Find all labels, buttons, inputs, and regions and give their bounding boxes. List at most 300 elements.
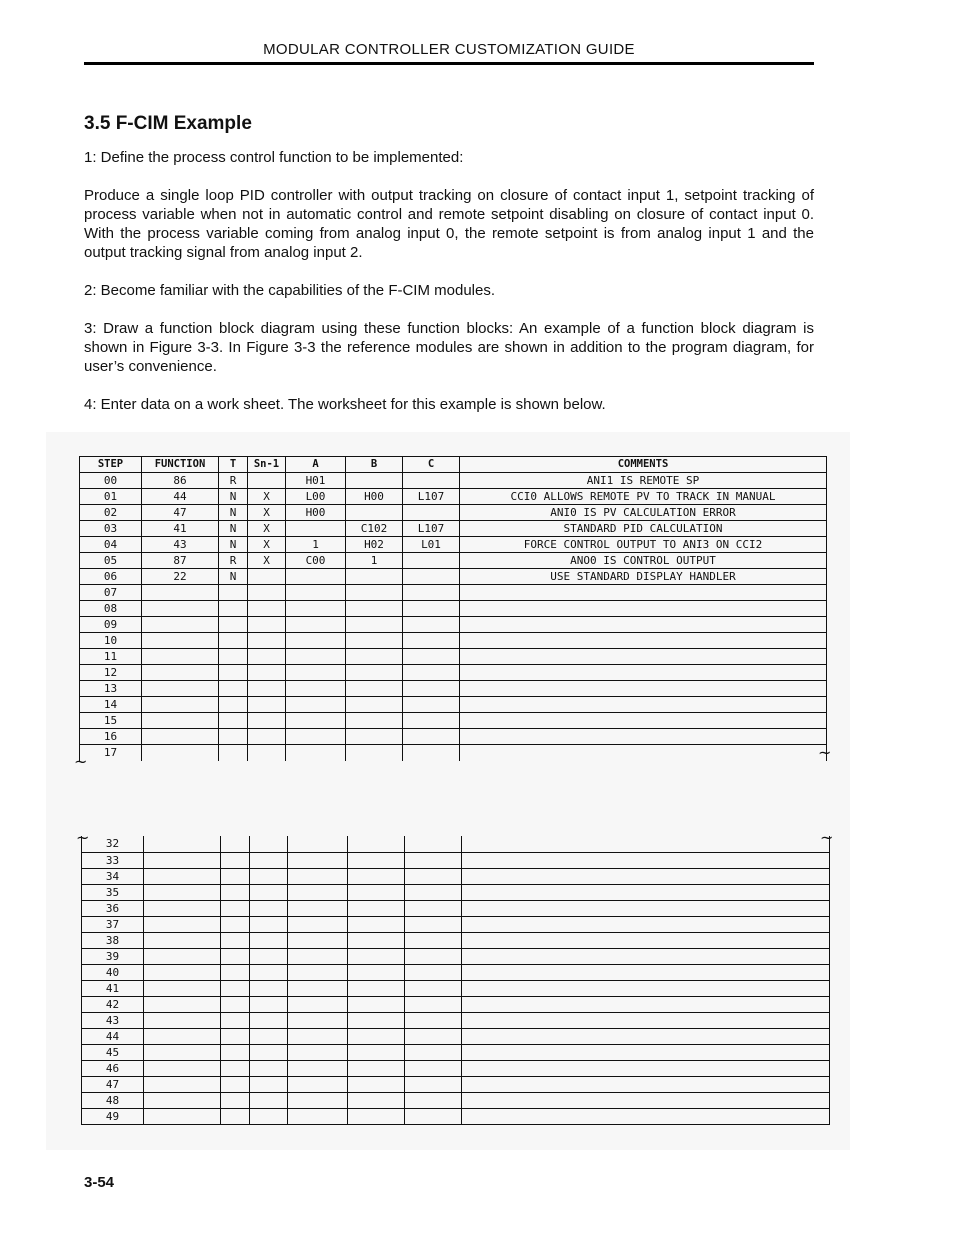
cell-sn-1 — [248, 713, 286, 729]
cell-function — [142, 649, 219, 665]
cell-comments — [462, 836, 830, 852]
header-rule — [84, 62, 814, 65]
cell-t — [219, 745, 248, 761]
cell-step: 16 — [80, 729, 142, 745]
cell-comments — [460, 665, 827, 681]
cell-a: 1 — [286, 537, 346, 553]
cell-comments: CCI0 ALLOWS REMOTE PV TO TRACK IN MANUAL — [460, 489, 827, 505]
cell-a — [288, 980, 348, 996]
cell-sn-1 — [248, 745, 286, 761]
cell-step: 34 — [82, 868, 144, 884]
cell-function — [144, 916, 221, 932]
cell-a — [288, 916, 348, 932]
cell-b: 1 — [346, 553, 403, 569]
cell-a — [286, 729, 346, 745]
step-1-paragraph: 1: Define the process control function to be implemented: — [84, 149, 464, 166]
cell-sn-1 — [250, 1060, 288, 1076]
cell-t — [219, 617, 248, 633]
cell-comments: ANI1 IS REMOTE SP — [460, 473, 827, 489]
cell-step: 37 — [82, 916, 144, 932]
cell-t — [221, 852, 250, 868]
cell-a — [288, 1108, 348, 1124]
cell-function: 41 — [142, 521, 219, 537]
cell-c — [403, 553, 460, 569]
cell-b — [346, 649, 403, 665]
cell-a — [288, 1092, 348, 1108]
table-row — [82, 852, 830, 868]
cell-t — [219, 697, 248, 713]
cell-t — [219, 585, 248, 601]
cell-step: 36 — [82, 900, 144, 916]
cell-function: 43 — [142, 537, 219, 553]
cell-a — [288, 900, 348, 916]
table-row — [82, 1044, 830, 1060]
cell-step: 47 — [82, 1076, 144, 1092]
cell-sn-1 — [250, 884, 288, 900]
cell-c — [405, 980, 462, 996]
cell-b — [346, 713, 403, 729]
cell-a — [286, 697, 346, 713]
cell-b — [348, 916, 405, 932]
cell-sn-1 — [248, 649, 286, 665]
cell-step: 04 — [80, 537, 142, 553]
cell-comments — [462, 964, 830, 980]
cell-step: 06 — [80, 569, 142, 585]
running-header: MODULAR CONTROLLER CUSTOMIZATION GUIDE — [263, 41, 635, 58]
cell-a — [286, 649, 346, 665]
cell-comments — [460, 649, 827, 665]
cell-b — [346, 569, 403, 585]
cell-step: 46 — [82, 1060, 144, 1076]
cell-sn-1 — [248, 681, 286, 697]
cell-sn-1 — [250, 868, 288, 884]
cell-comments — [460, 697, 827, 713]
cell-sn-1 — [250, 996, 288, 1012]
cell-comments — [462, 1012, 830, 1028]
cell-t — [221, 932, 250, 948]
table-row — [80, 489, 827, 505]
table-row — [82, 836, 830, 852]
cell-sn-1 — [250, 964, 288, 980]
cell-step: 49 — [82, 1108, 144, 1124]
step-3-paragraph: 3: Draw a function block diagram using these function blocks: An example of a function block diagram is shown in Figure 3-3. In Figure 3-3 the reference modules are shown in addition to the program diagram, for user’s convenience. — [84, 320, 814, 375]
break-mark-left-top: ~ — [74, 752, 88, 771]
cell-c — [405, 1012, 462, 1028]
table-row — [80, 569, 827, 585]
table-row — [80, 745, 827, 761]
cell-sn-1: X — [248, 505, 286, 521]
cell-b — [346, 473, 403, 489]
cell-t — [221, 964, 250, 980]
cell-function — [144, 900, 221, 916]
cell-t — [219, 633, 248, 649]
cell-b — [348, 932, 405, 948]
cell-t — [219, 649, 248, 665]
cell-a — [288, 1012, 348, 1028]
worksheet-table-bottom — [81, 836, 830, 1125]
cell-a — [288, 996, 348, 1012]
cell-b — [346, 505, 403, 521]
cell-step: 35 — [82, 884, 144, 900]
cell-b — [348, 1076, 405, 1092]
cell-b — [346, 681, 403, 697]
cell-function — [144, 852, 221, 868]
cell-comments — [462, 996, 830, 1012]
cell-comments — [462, 916, 830, 932]
cell-c — [403, 569, 460, 585]
cell-b — [346, 585, 403, 601]
cell-function — [144, 948, 221, 964]
cell-a — [288, 836, 348, 852]
cell-b — [348, 948, 405, 964]
cell-t: N — [219, 505, 248, 521]
cell-c — [403, 681, 460, 697]
cell-comments — [460, 713, 827, 729]
cell-sn-1 — [250, 932, 288, 948]
cell-function — [142, 585, 219, 601]
cell-b — [348, 900, 405, 916]
cell-a — [288, 868, 348, 884]
cell-t — [221, 836, 250, 852]
column-header-t: T — [219, 457, 248, 473]
cell-a — [288, 1028, 348, 1044]
cell-comments: FORCE CONTROL OUTPUT TO ANI3 ON CCI2 — [460, 537, 827, 553]
cell-b — [348, 1092, 405, 1108]
table-row — [82, 1108, 830, 1124]
cell-comments — [462, 948, 830, 964]
cell-a: H00 — [286, 505, 346, 521]
cell-t — [219, 729, 248, 745]
cell-comments: ANO0 IS CONTROL OUTPUT — [460, 553, 827, 569]
cell-t: N — [219, 569, 248, 585]
cell-a — [286, 713, 346, 729]
cell-sn-1 — [250, 980, 288, 996]
cell-sn-1 — [248, 665, 286, 681]
cell-c — [405, 964, 462, 980]
cell-c — [405, 1108, 462, 1124]
cell-c — [403, 745, 460, 761]
table-row — [80, 729, 827, 745]
cell-sn-1 — [250, 1092, 288, 1108]
cell-step: 00 — [80, 473, 142, 489]
break-mark-right-top: ~ — [818, 743, 832, 762]
cell-c — [403, 697, 460, 713]
cell-c — [405, 1060, 462, 1076]
cell-step: 08 — [80, 601, 142, 617]
break-mark-right-bottom: ~ — [820, 828, 834, 847]
cell-t — [221, 900, 250, 916]
cell-step: 45 — [82, 1044, 144, 1060]
cell-c: L107 — [403, 521, 460, 537]
cell-b — [346, 617, 403, 633]
table-row — [82, 964, 830, 980]
cell-c — [405, 868, 462, 884]
cell-t — [221, 868, 250, 884]
cell-sn-1 — [248, 729, 286, 745]
page-number: 3-54 — [84, 1174, 115, 1191]
cell-a — [286, 617, 346, 633]
cell-comments — [462, 1076, 830, 1092]
cell-comments — [462, 980, 830, 996]
cell-step: 13 — [80, 681, 142, 697]
step-4-paragraph: 4: Enter data on a work sheet. The worksheet for this example is shown below. — [84, 396, 606, 413]
cell-comments: USE STANDARD DISPLAY HANDLER — [460, 569, 827, 585]
cell-sn-1 — [250, 1044, 288, 1060]
process-description-paragraph: Produce a single loop PID controller with output tracking on closure of contact input 1, setpoint tracking of process variable when not in automatic control and remote setpoint disabling on closure of contact input 0. With the process variable coming from analog input 0, the remote setpoint is from analog input 1 and the output tracking signal from analog input 2. — [84, 187, 814, 261]
cell-function: 47 — [142, 505, 219, 521]
cell-a: H01 — [286, 473, 346, 489]
cell-step: 33 — [82, 852, 144, 868]
table-row — [80, 665, 827, 681]
cell-a — [288, 1044, 348, 1060]
cell-t: N — [219, 489, 248, 505]
cell-a — [288, 932, 348, 948]
cell-step: 43 — [82, 1012, 144, 1028]
cell-a — [288, 852, 348, 868]
cell-function — [144, 996, 221, 1012]
cell-a — [288, 884, 348, 900]
table-row — [82, 900, 830, 916]
cell-function — [144, 1092, 221, 1108]
cell-t — [221, 980, 250, 996]
cell-c — [405, 916, 462, 932]
cell-comments — [460, 617, 827, 633]
cell-c — [403, 633, 460, 649]
break-mark-left-bottom: ~ — [76, 828, 90, 847]
cell-sn-1: X — [248, 553, 286, 569]
column-header-step: STEP — [80, 457, 142, 473]
cell-t — [221, 1028, 250, 1044]
cell-function — [142, 713, 219, 729]
cell-c — [403, 649, 460, 665]
cell-function — [142, 729, 219, 745]
cell-function — [142, 633, 219, 649]
cell-step: 01 — [80, 489, 142, 505]
cell-comments — [462, 900, 830, 916]
cell-t — [221, 1076, 250, 1092]
table-row — [82, 996, 830, 1012]
cell-c — [405, 852, 462, 868]
cell-sn-1 — [248, 569, 286, 585]
cell-sn-1 — [248, 617, 286, 633]
cell-b — [346, 665, 403, 681]
cell-a — [286, 745, 346, 761]
cell-c — [403, 729, 460, 745]
cell-c: L01 — [403, 537, 460, 553]
cell-t — [221, 884, 250, 900]
cell-comments — [460, 601, 827, 617]
worksheet-table-top — [79, 456, 827, 761]
cell-b — [348, 996, 405, 1012]
cell-comments — [462, 1092, 830, 1108]
cell-comments — [462, 1060, 830, 1076]
cell-sn-1 — [250, 900, 288, 916]
cell-comments — [462, 1044, 830, 1060]
table-row — [82, 932, 830, 948]
cell-comments — [462, 1028, 830, 1044]
cell-c — [405, 900, 462, 916]
cell-b — [348, 836, 405, 852]
table-row — [82, 1028, 830, 1044]
cell-sn-1: X — [248, 489, 286, 505]
table-row — [82, 916, 830, 932]
table-row — [80, 537, 827, 553]
table-row — [80, 505, 827, 521]
cell-c — [403, 713, 460, 729]
cell-step: 44 — [82, 1028, 144, 1044]
table-row — [80, 473, 827, 489]
cell-function — [144, 836, 221, 852]
cell-c — [405, 836, 462, 852]
cell-comments — [462, 932, 830, 948]
cell-t — [221, 1012, 250, 1028]
cell-sn-1 — [250, 1028, 288, 1044]
cell-c — [403, 473, 460, 489]
cell-step: 48 — [82, 1092, 144, 1108]
column-header-function: FUNCTION — [142, 457, 219, 473]
cell-b — [346, 729, 403, 745]
cell-a — [286, 585, 346, 601]
cell-comments — [460, 633, 827, 649]
table-row — [82, 1092, 830, 1108]
cell-c — [405, 1076, 462, 1092]
cell-comments — [460, 729, 827, 745]
cell-function — [144, 932, 221, 948]
cell-a — [286, 633, 346, 649]
cell-step: 38 — [82, 932, 144, 948]
cell-b — [348, 868, 405, 884]
cell-a — [288, 964, 348, 980]
cell-t: N — [219, 537, 248, 553]
cell-comments — [460, 745, 827, 761]
column-header-c: C — [403, 457, 460, 473]
cell-step: 02 — [80, 505, 142, 521]
cell-t — [219, 713, 248, 729]
table-row — [80, 585, 827, 601]
table-row — [80, 649, 827, 665]
cell-sn-1 — [248, 633, 286, 649]
cell-comments — [462, 852, 830, 868]
cell-c — [405, 1044, 462, 1060]
cell-sn-1 — [250, 852, 288, 868]
cell-b — [346, 633, 403, 649]
cell-step: 15 — [80, 713, 142, 729]
cell-b — [346, 745, 403, 761]
cell-function — [144, 868, 221, 884]
cell-step: 07 — [80, 585, 142, 601]
cell-sn-1 — [248, 601, 286, 617]
cell-c — [403, 585, 460, 601]
cell-step: 05 — [80, 553, 142, 569]
cell-function — [142, 697, 219, 713]
cell-t — [219, 601, 248, 617]
cell-function — [144, 1012, 221, 1028]
cell-c — [403, 601, 460, 617]
cell-b — [348, 1060, 405, 1076]
table-row — [82, 1012, 830, 1028]
table-row — [80, 713, 827, 729]
cell-b — [348, 1012, 405, 1028]
table-row — [82, 948, 830, 964]
cell-step: 17 — [80, 745, 142, 761]
cell-step: 11 — [80, 649, 142, 665]
cell-step: 03 — [80, 521, 142, 537]
cell-b: H02 — [346, 537, 403, 553]
table-row — [80, 697, 827, 713]
cell-comments — [460, 681, 827, 697]
cell-step: 14 — [80, 697, 142, 713]
cell-a — [286, 601, 346, 617]
cell-a — [288, 948, 348, 964]
column-header-a: A — [286, 457, 346, 473]
table-row — [82, 980, 830, 996]
cell-t — [221, 1044, 250, 1060]
cell-c — [405, 932, 462, 948]
cell-c — [405, 948, 462, 964]
cell-b — [348, 884, 405, 900]
cell-function — [142, 681, 219, 697]
cell-t — [221, 1092, 250, 1108]
cell-t: R — [219, 473, 248, 489]
cell-step: 41 — [82, 980, 144, 996]
cell-a — [286, 665, 346, 681]
cell-b — [348, 1028, 405, 1044]
cell-function — [144, 1028, 221, 1044]
cell-t — [221, 996, 250, 1012]
cell-sn-1 — [250, 1076, 288, 1092]
cell-sn-1 — [248, 585, 286, 601]
cell-c — [403, 505, 460, 521]
cell-t: R — [219, 553, 248, 569]
cell-sn-1 — [250, 948, 288, 964]
cell-t — [219, 665, 248, 681]
cell-function — [142, 745, 219, 761]
cell-c — [403, 665, 460, 681]
step-2-paragraph: 2: Become familiar with the capabilities of the F-CIM modules. — [84, 282, 495, 299]
cell-step: 32 — [82, 836, 144, 852]
cell-function — [144, 1108, 221, 1124]
cell-t — [221, 1108, 250, 1124]
table-row — [80, 553, 827, 569]
cell-step: 10 — [80, 633, 142, 649]
cell-step: 39 — [82, 948, 144, 964]
cell-sn-1 — [250, 1012, 288, 1028]
cell-b — [346, 601, 403, 617]
table-row — [80, 521, 827, 537]
worksheet-header-row — [80, 457, 827, 473]
cell-b: H00 — [346, 489, 403, 505]
cell-c — [405, 1092, 462, 1108]
table-row — [80, 601, 827, 617]
cell-step: 40 — [82, 964, 144, 980]
cell-comments — [462, 1108, 830, 1124]
cell-comments — [462, 884, 830, 900]
cell-t — [221, 916, 250, 932]
table-row — [80, 633, 827, 649]
cell-c — [405, 996, 462, 1012]
cell-sn-1: X — [248, 537, 286, 553]
cell-a — [286, 569, 346, 585]
cell-t — [221, 948, 250, 964]
table-row — [82, 1060, 830, 1076]
cell-function: 87 — [142, 553, 219, 569]
cell-c — [403, 617, 460, 633]
cell-a: C00 — [286, 553, 346, 569]
table-row — [80, 617, 827, 633]
cell-b — [348, 1044, 405, 1060]
cell-t: N — [219, 521, 248, 537]
cell-sn-1 — [250, 1108, 288, 1124]
